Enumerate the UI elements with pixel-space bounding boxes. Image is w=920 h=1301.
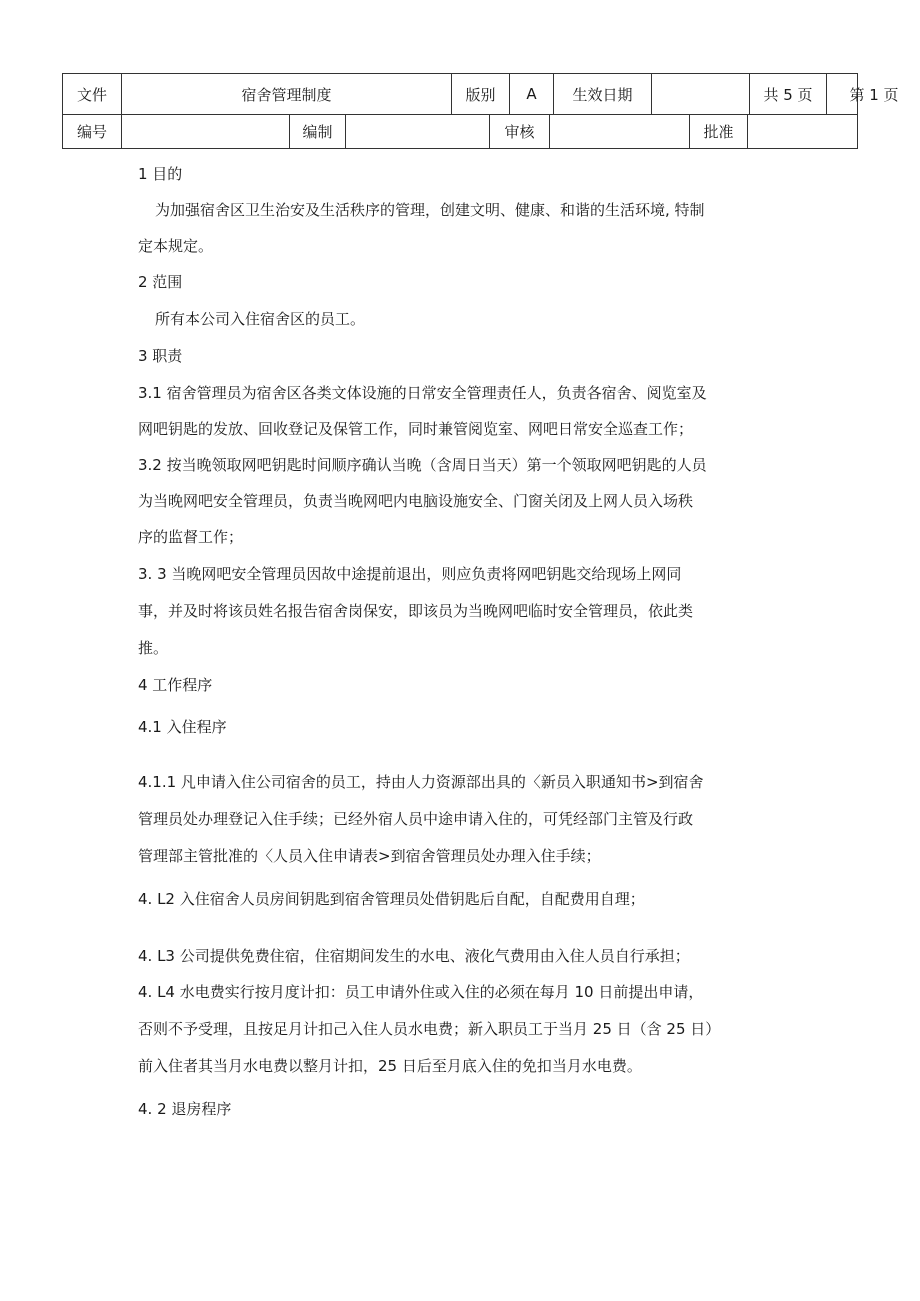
author-value-cell <box>345 114 489 149</box>
page-number-cell <box>826 74 920 114</box>
section-4-2-title: 4. 2 退房程序 <box>138 1100 232 1118</box>
effective-value-cell <box>651 74 749 114</box>
review-label: 审核 <box>504 123 535 141</box>
approve-label: 批准 <box>703 123 734 141</box>
doc-label-cell <box>63 74 121 114</box>
section-4-1-1-line-3: 管理部主管批准的〈人员入住申请表>到宿舍管理员处办理入住手续； <box>138 847 601 865</box>
section-1-para-line-2: 定本规定。 <box>138 237 214 255</box>
number-label-cell <box>63 114 121 149</box>
section-4-1-1-line-2: 管理员处办理登记入住手续；已经外宿人员中途申请入住的，可凭经部门主管及行政 <box>138 810 694 828</box>
section-3-3-line-1: 3. 3 当晚网吧安全管理员因故中途提前退出，则应负责将网吧钥匙交给现场上网同 <box>138 565 682 583</box>
section-4-1-4-line-3: 前入住者其当月水电费以整月计扣，25 日后至月底入住的免扣当月水电费。 <box>138 1057 642 1075</box>
section-4-1-1-line-1: 4.1.1 凡申请入住公司宿舍的员工，持由人力资源部出具的〈新员入职通知书>到宿舍 <box>138 773 704 791</box>
section-3-title: 3 职责 <box>138 347 183 365</box>
document-header-table <box>62 73 899 149</box>
section-3-2-line-3: 序的监督工作； <box>138 528 244 546</box>
page-number: 第 1 页 <box>849 85 899 104</box>
header-row-1 <box>63 74 899 115</box>
doc-title-cell <box>121 74 451 114</box>
review-label-cell <box>489 114 549 149</box>
effective-label: 生效日期 <box>572 85 633 104</box>
section-2-para: 所有本公司入住宿舍区的员工。 <box>155 310 366 328</box>
number-value-cell <box>121 114 289 149</box>
section-1-title: 1 目的 <box>138 165 183 183</box>
doc-label: 文件 <box>76 85 107 104</box>
section-3-1-line-1: 3.1 宿舍管理员为宿舍区各类文体设施的日常安全管理责任人，负责各宿舍、阅览室及 <box>138 384 707 402</box>
author-label: 编制 <box>302 123 333 141</box>
total-pages: 共 5 页 <box>763 85 813 104</box>
approve-value-cell <box>747 114 857 149</box>
author-label-cell <box>289 114 345 149</box>
total-pages-cell <box>749 74 826 114</box>
section-4-1-2: 4. L2 入住宿舍人员房间钥匙到宿舍管理员处借钥匙后自配，自配费用自理； <box>138 890 645 908</box>
section-4-1-3: 4. L3 公司提供免费住宿，住宿期间发生的水电、液化气费用由入住人员自行承担； <box>138 947 690 965</box>
doc-title: 宿舍管理制度 <box>241 85 332 104</box>
version-value-cell <box>509 74 553 114</box>
review-value-cell <box>549 114 689 149</box>
effective-label-cell <box>553 74 651 114</box>
section-4-1-4-line-1: 4. L4 水电费实行按月度计扣：员工申请外住或入住的必须在每月 10 日前提出申请， <box>138 983 704 1001</box>
version-value: A <box>526 85 537 103</box>
version-label-cell <box>451 74 509 114</box>
version-label: 版别 <box>465 85 496 104</box>
section-3-3-line-3: 推。 <box>138 639 169 657</box>
section-4-1-4-line-2: 否则不予受理，且按足月计扣己入住人员水电费；新入职员工于当月 25 日（含 25 日） <box>138 1020 721 1038</box>
section-3-2-line-1: 3.2 按当晚领取网吧钥匙时间顺序确认当晚（含周日当天）第一个领取网吧钥匙的人员 <box>138 456 707 474</box>
header-row-2 <box>63 114 857 149</box>
number-label: 编号 <box>76 123 107 141</box>
approve-label-cell <box>689 114 747 149</box>
section-4-title: 4 工作程序 <box>138 676 213 694</box>
section-4-1-title: 4.1 入住程序 <box>138 718 227 736</box>
section-3-3-line-2: 事，并及时将该员姓名报告宿舍岗保安，即该员为当晚网吧临时安全管理员，依此类 <box>138 602 694 620</box>
section-3-1-line-2: 网吧钥匙的发放、回收登记及保管工作，同时兼管阅览室、网吧日常安全巡查工作； <box>138 420 694 438</box>
section-3-2-line-2: 为当晚网吧安全管理员，负责当晚网吧内电脑设施安全、门窗关闭及上网人员入场秩 <box>138 492 694 510</box>
section-2-title: 2 范围 <box>138 273 183 291</box>
section-1-para-line-1: 为加强宿舍区卫生治安及生活秩序的管理，创建文明、健康、和谐的生活环境, 特制 <box>155 201 705 219</box>
